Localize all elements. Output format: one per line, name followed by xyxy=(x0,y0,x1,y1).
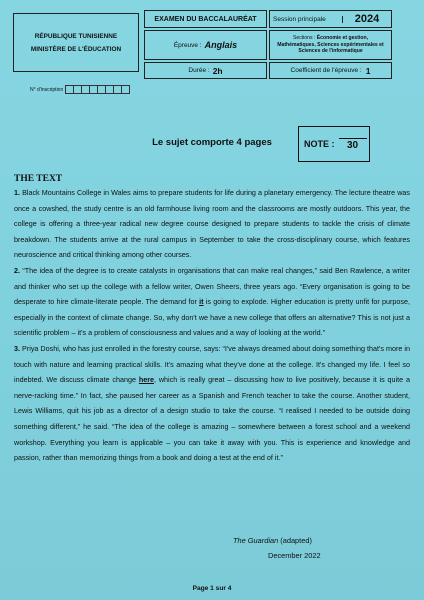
session-cell xyxy=(269,10,392,28)
duration-value: 2h xyxy=(212,65,223,76)
note-box xyxy=(298,126,370,162)
session-year: 2024 xyxy=(354,13,380,25)
coefficient-value: 1 xyxy=(365,65,371,76)
paragraph-2: 2. “The idea of the degree is to create catalysts in organisations that can make real changes,” said Ben Rawlence, a writer and thinker who set up the college with a fellow writer, Owen Sheers, three years ago. “Every organisation is going to be desperate to hire climate-literate people. The demand for it is going to explode. Higher education is pretty unfit for purpose, especially in the context of climate change. So, why don't we have a new college that offers an alternative? This is not just a scientific problem – it's a problem of consciousness and values and a way of looking at the world.” xyxy=(14,265,410,338)
note-denominator: 30 xyxy=(346,139,359,151)
coefficient-label: Coefficient de l'épreuve : xyxy=(290,67,362,74)
page-count-note: Le sujet comporte 4 pages xyxy=(152,137,272,148)
underlined-word-it: it xyxy=(199,297,204,307)
subject-label: Épreuve : xyxy=(173,41,202,49)
sections-cell xyxy=(269,30,392,60)
underlined-word-here: here xyxy=(138,375,154,385)
paragraph-1: 1. Black Mountains College in Wales aims to prepare students for life during a planetary emergency. The lecture theatre was once a cowshed, the study centre is an old farmhouse living room and the classrooms are mostly outdoors. This year, the college is offering a three-year radical new degree course designed to prepare students to tackle the crisis of climate breakdown. The students arrive at the rural campus in September to take the cross-disciplinary course, which features neuroscience and critical thinking among other courses. xyxy=(14,188,411,260)
inscription-boxes[interactable] xyxy=(66,85,130,94)
duration-label: Durée : xyxy=(188,67,210,74)
session-label: Session principale xyxy=(270,16,343,23)
source-citation xyxy=(233,533,321,563)
source-name: The Guardian xyxy=(233,536,279,545)
coefficient-cell xyxy=(269,62,392,79)
subject-cell xyxy=(144,30,267,60)
sections-line-2: Mathématiques, Sciences expérimentales et xyxy=(277,41,384,48)
paragraph-3: 3. Priya Doshi, who has just enrolled in the forestry course, says: “I've always dreamed about doing something that's more in touch with nature and learning practical skills. It's amazing what they've done at the college. It's changed my life. I feel so indebted. We discuss climate change here, which is really great – discussing how to live positively, because it is quite a nerve-racking time.” In fact, she paused her career as a Spanish and French teacher to take the course. Another student, Lewis Williams, quit his job as a director of a design studio to take the course. “I realised I needed to be outside doing something different,” he said. “The idea of the college is amazing – somewhere between a forest school and a weekend workshop. Everything you learn is applicable – you can take it away with you. This is experience and knowledge and passion, rather than memorizing things from a book and doing a test at the end of it.” xyxy=(14,343,411,463)
source-note: (adapted) xyxy=(280,536,312,545)
fraction-bar xyxy=(339,138,367,139)
ministry-box xyxy=(13,13,139,72)
sections-line-3: Sciences de l'informatique xyxy=(298,48,363,55)
note-fraction xyxy=(339,138,367,151)
note-label: NOTE : xyxy=(304,139,335,149)
sections-label: Sections : xyxy=(292,35,316,42)
subject-value: Anglais xyxy=(204,40,238,50)
inscription-row xyxy=(30,85,130,94)
sections-line-1: Économie et gestion, xyxy=(316,35,369,42)
inscription-label: N° d'inscription xyxy=(30,86,64,93)
reading-text xyxy=(14,185,410,466)
republic-label: RÉPUBLIQUE TUNISIENNE xyxy=(34,32,118,40)
text-title: THE TEXT xyxy=(14,174,63,184)
page-footer: Page 1 sur 4 xyxy=(192,585,232,592)
exam-header-grid xyxy=(144,10,392,82)
ministry-label: MINISTÈRE DE L'ÉDUCATION xyxy=(30,45,122,53)
duration-cell xyxy=(144,62,267,79)
exam-title: EXAMEN DU BACCALAURÉAT xyxy=(144,10,267,28)
source-date: December 2022 xyxy=(268,551,321,560)
